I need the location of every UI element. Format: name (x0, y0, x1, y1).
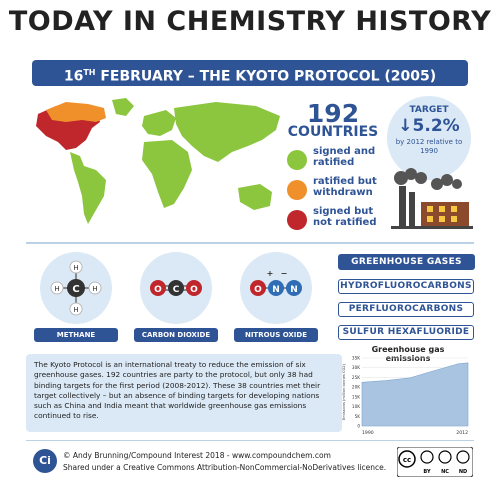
methane-h-atom: H (73, 264, 79, 272)
chart-ytick-label: 35K (351, 355, 360, 361)
legend-dot-withdrawn (287, 180, 307, 200)
chart-ylabel: Emissions (million tonnes CO2) (342, 364, 346, 420)
map-asia (174, 102, 280, 162)
chart-xtick-label: 1990 (362, 431, 374, 436)
legend-dot-ratified (287, 150, 307, 170)
gas-item-greenhouse: GREENHOUSE GASES (338, 254, 475, 270)
n2o-label: NITROUS OXIDE (234, 328, 318, 342)
cc-text: cc (402, 456, 412, 464)
chart-ytick-label: 10K (351, 404, 360, 410)
legend-dot-not-ratified (287, 210, 307, 230)
description-text: The Kyoto Protocol is an international treaty to reduce the emission of six greenhouse gases. 192 countries are party to the protocol, but only 38 had binding targets for the first period (2008-2012). These 38 countries met their target collectively – but an absence of binding targets for developing nations such as China and India meant that worldwide greenhouse gas emissions continued to rise. (34, 360, 321, 421)
countries-number: 192 (306, 99, 360, 128)
chart-ytick-label: 25K (351, 374, 360, 380)
nd-icon (457, 451, 469, 463)
legend-label-withdrawn: ratified but withdrawn (313, 176, 377, 198)
gas-item-sf6: SULFUR HEXAFLUORIDE (338, 325, 474, 340)
by-icon (421, 451, 433, 463)
factory-icon (387, 168, 475, 234)
methane-label: METHANE (34, 328, 118, 342)
n2o-minus-charge: − (280, 269, 288, 278)
legend-label-ratified: signed and ratified (313, 146, 376, 168)
n2o-plus-charge: + (266, 269, 274, 278)
creative-commons-badge (397, 447, 473, 477)
chart-ytick-label: 30K (351, 365, 360, 371)
legend-label-not-ratified: signed but not ratified (313, 206, 377, 228)
n2o-n-atom: N (290, 285, 298, 295)
n2o-molecule-icon (240, 252, 312, 324)
chart-ytick-label: 5K (354, 413, 360, 419)
methane-c-atom: C (72, 284, 80, 295)
chart-ytick-label: 0 (357, 423, 360, 429)
nd-text: ND (458, 469, 468, 475)
by-text: BY (423, 469, 431, 475)
methane-h-atom: H (73, 306, 79, 314)
target-value: ↓5.2% (398, 116, 460, 136)
gas-item-hfc: HYDROFLUOROCARBONS (338, 279, 474, 294)
map-greenland (112, 98, 134, 116)
co2-o-atom: O (190, 285, 198, 295)
section-divider (26, 242, 474, 244)
methane-h-atom: H (92, 285, 98, 293)
chart-ytick-label: 20K (351, 384, 360, 390)
chart-title: Greenhouse gas emissions (371, 345, 445, 363)
emissions-chart (338, 354, 474, 438)
compound-interest-logo: Ci (33, 449, 57, 473)
co2-molecule-icon (140, 252, 212, 324)
page-title: TODAY IN CHEMISTRY HISTORY (8, 6, 492, 37)
footer-licence: Shared under a Creative Commons Attribution-NonCommercial-NoDerivatives licence. (63, 463, 387, 472)
chart-area-series (362, 363, 468, 426)
banner-ordinal: TH (83, 68, 96, 77)
countries-label: COUNTRIES (287, 124, 379, 140)
target-heading: TARGET (409, 105, 449, 115)
map-canada (46, 102, 106, 122)
nc-text: NC (441, 469, 449, 475)
n2o-n-atom: N (272, 285, 280, 295)
footer-divider (26, 440, 474, 441)
n2o-o-atom: O (254, 285, 262, 295)
map-africa (142, 140, 192, 208)
world-map (26, 96, 291, 236)
footer-copyright: © Andy Brunning/Compound Interest 2018 - www.compoundchem.com (63, 451, 331, 460)
chart-xtick-label: 2012 (456, 431, 468, 436)
co2-o-atom: O (154, 285, 162, 295)
banner-day: 16 (63, 68, 84, 85)
date-banner (32, 60, 468, 86)
nc-icon (439, 451, 451, 463)
target-note: by 2012 relative to 1990 (395, 138, 463, 155)
methane-h-atom: H (54, 285, 60, 293)
methane-molecule-icon (40, 252, 112, 324)
banner-text: FEBRUARY – THE KYOTO PROTOCOL (2005) (95, 68, 437, 85)
map-australia (238, 184, 272, 210)
co2-c-atom: C (172, 285, 180, 295)
gas-item-pfc: PERFLUOROCARBONS (338, 302, 474, 317)
map-europe (142, 110, 176, 136)
map-south-america (70, 152, 106, 224)
co2-label: CARBON DIOXIDE (134, 328, 218, 342)
chart-ytick-label: 15K (351, 394, 360, 400)
